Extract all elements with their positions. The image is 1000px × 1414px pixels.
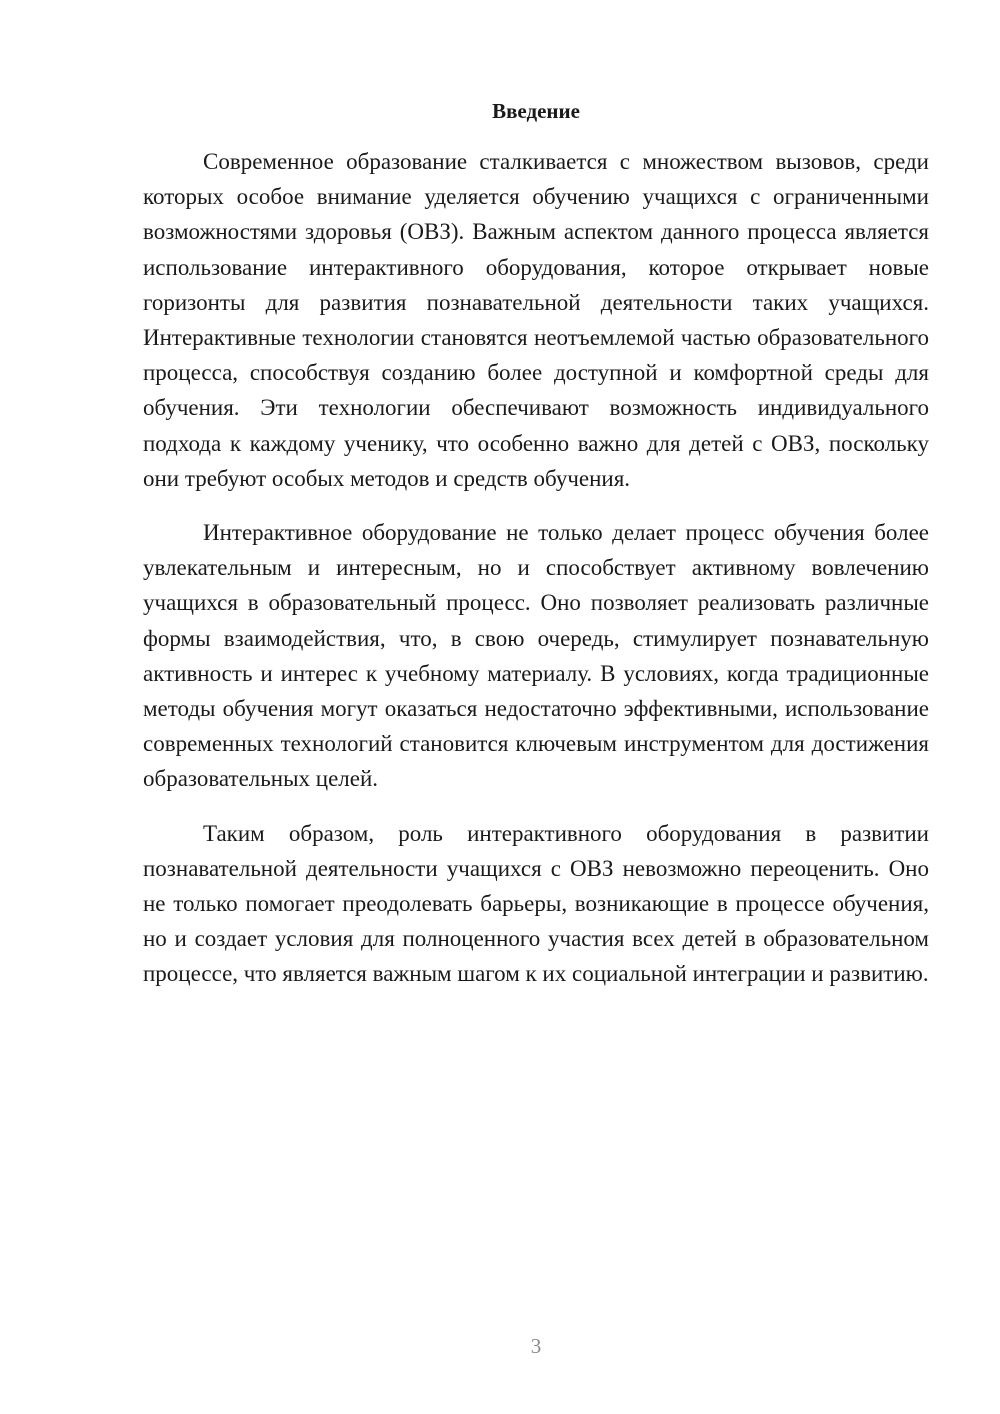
page-number: 3 — [530, 1334, 542, 1358]
page-content — [143, 98, 929, 1011]
paragraph-3: Таким образом, роль интерактивного оборудования в развитии познавательной деятельности учащихся с ОВЗ невозможно переоценить. Оно не только помогает преодолевать барьеры, возникающие в процессе обучения, но и создает условия для полноценного участия всех детей в образовательном процессе, что является важным шагом к их социальной интеграции и развитию. — [143, 820, 929, 987]
paragraph-1: Современное образование сталкивается с множеством вызовов, среди которых особое внимание уделяется обучению учащихся с ограниченными возможностями здоровья (ОВЗ). Важным аспектом данного процесса является использование интерактивного оборудования, которое открывает новые горизонты для развития познавательной деятельности таких учащихся. Интерактивные технологии становятся неотъемлемой частью образовательного процесса, способствуя созданию более доступной и комфортной среды для обучения. Эти технологии обеспечивают возможность индивидуального подхода к каждому ученику, что особенно важно для детей с ОВЗ, поскольку они требуют особых методов и средств обучения. — [143, 149, 929, 491]
paragraph-2: Интерактивное оборудование не только делает процесс обучения более увлекательным и интересным, но и способствует активному вовлечению учащихся в образовательный процесс. Оно позволяет реализовать различные формы взаимодействия, что, в свою очередь, стимулирует познавательную активность и интерес к учебному материалу. В условиях, когда традиционные методы обучения могут оказаться недостаточно эффективными, использование современных технологий становится ключевым инструментом для достижения образовательных целей. — [143, 520, 929, 792]
section-heading: Введение — [492, 99, 580, 123]
